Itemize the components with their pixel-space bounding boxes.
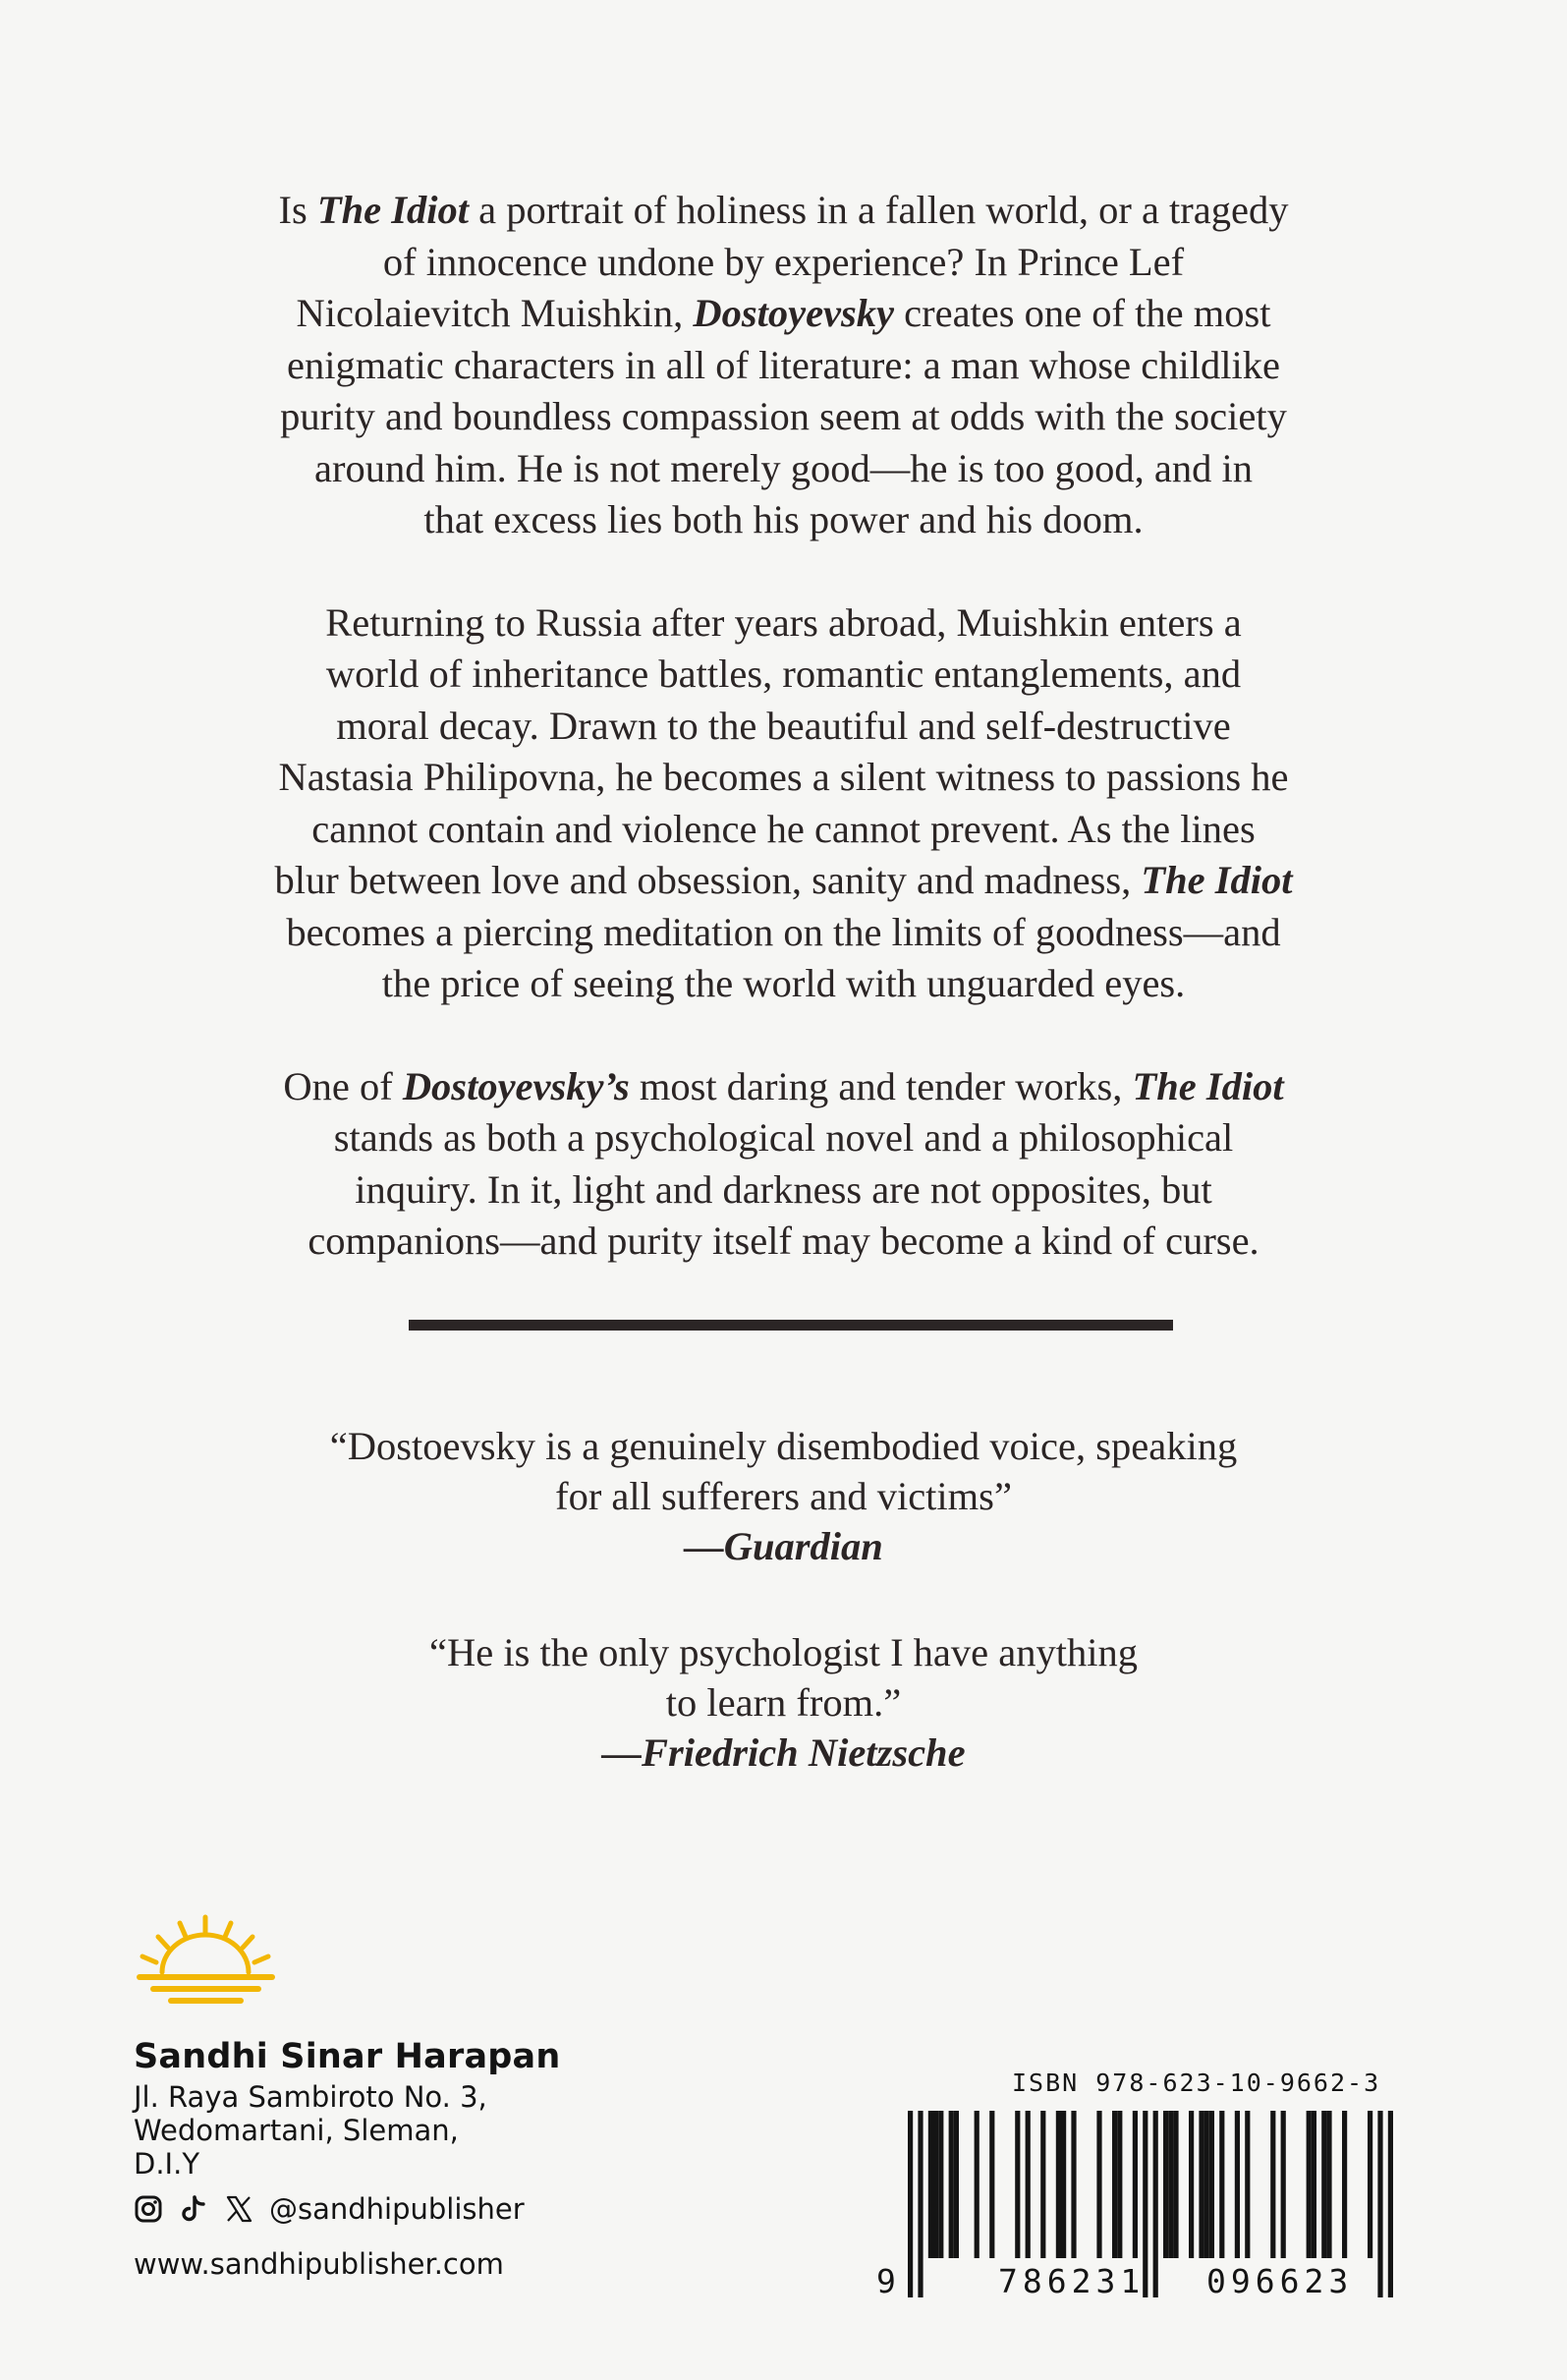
barcode-bar — [1199, 2111, 1203, 2258]
emphasis-text: Dostoyevsky’s — [402, 1063, 630, 1108]
barcode-bar — [918, 2111, 923, 2297]
barcode-bar — [908, 2111, 913, 2297]
body-text: Nastasia Philipovna, he becomes a silent witness to passions he — [278, 755, 1289, 799]
publisher-block — [134, 1911, 644, 2281]
barcode-bar — [975, 2111, 979, 2258]
barcode-bar — [933, 2111, 938, 2258]
quote-source: —Friedrich Nietzsche — [601, 1730, 966, 1775]
blurb-paragraph-1 — [196, 185, 1371, 546]
barcode-bar — [1056, 2111, 1061, 2258]
x-icon — [224, 2194, 253, 2224]
body-text: stands as both a psychological novel and a philosophical — [333, 1115, 1234, 1160]
body-text: One of — [283, 1063, 403, 1108]
tiktok-icon — [179, 2194, 208, 2224]
address-line: D.I.Y — [134, 2147, 200, 2181]
body-text: a portrait of holiness in a fallen world, or a tragedy — [469, 188, 1289, 232]
barcode-digits-right: 096623 — [1206, 2262, 1354, 2300]
isbn-label: ISBN 978-623-10-9662-3 — [1012, 2068, 1381, 2097]
emphasis-text: The Idiot — [1132, 1063, 1284, 1108]
social-handle: @sandhipublisher — [269, 2192, 525, 2226]
barcode-bar — [938, 2111, 943, 2258]
review-quote-1 — [196, 1421, 1371, 1571]
publisher-website: www.sandhipublisher.com — [134, 2247, 504, 2281]
social-row — [134, 2192, 644, 2226]
barcode-bar — [1163, 2111, 1168, 2258]
quote-line: “Dostoevsky is a genuinely disembodied voice, speaking — [329, 1424, 1238, 1468]
publisher-address — [134, 2080, 644, 2181]
barcode-bar — [928, 2111, 933, 2258]
quote-line: “He is the only psychologist I have anything — [429, 1630, 1138, 1674]
blurb-paragraph-2 — [196, 597, 1371, 1010]
quote-line: for all sufferers and victims” — [555, 1474, 1012, 1518]
barcode-bar — [1071, 2111, 1076, 2258]
barcode-digits-first: 9 — [876, 2262, 901, 2300]
barcode-bar — [1219, 2111, 1224, 2258]
address-line: Wedomartani, Sleman, — [134, 2114, 459, 2147]
barcode-bar — [1326, 2111, 1331, 2258]
barcode-bar — [989, 2111, 994, 2258]
barcode-bar — [954, 2111, 959, 2258]
barcode-bar — [1026, 2111, 1031, 2258]
barcode-bar — [1342, 2111, 1347, 2258]
quote-line: to learn from.” — [665, 1680, 902, 1725]
body-text: inquiry. In it, light and darkness are not opposites, but — [355, 1166, 1212, 1212]
emphasis-text: The Idiot — [316, 188, 470, 232]
barcode-bar — [1133, 2111, 1138, 2258]
publisher-name: Sandhi Sinar Harapan — [134, 2037, 561, 2076]
body-text: the price of seeing the world with unguarded eyes. — [381, 961, 1186, 1005]
barcode-bar — [1173, 2111, 1178, 2258]
blurb — [196, 185, 1371, 1319]
barcode-bar — [1235, 2111, 1240, 2258]
barcode-bar — [1307, 2111, 1312, 2258]
barcode-bar — [1377, 2111, 1382, 2297]
barcode-bar — [1112, 2111, 1117, 2258]
barcode-bar — [1189, 2111, 1194, 2258]
barcode-bar — [1270, 2111, 1275, 2258]
barcode-bar — [1204, 2111, 1209, 2258]
divider — [409, 1320, 1173, 1331]
body-text: Is — [278, 188, 317, 232]
emphasis-text: Dostoyevsky — [693, 291, 895, 335]
barcode-bar — [1015, 2111, 1020, 2258]
body-text: most daring and tender works, — [629, 1063, 1133, 1108]
body-text: companions—and purity itself may become a kind of curse. — [308, 1218, 1259, 1263]
barcode-bar — [1168, 2111, 1173, 2258]
body-text: of innocence undone by experience? In Prince Lef — [382, 239, 1185, 284]
body-text: purity and boundless compassion seem at odds with the society — [280, 394, 1287, 438]
quote-source: —Guardian — [684, 1524, 883, 1568]
barcode-bar — [1209, 2111, 1214, 2258]
body-text: creates one of the most — [894, 291, 1271, 335]
instagram-icon — [134, 2194, 163, 2224]
address-line: Jl. Raya Sambiroto No. 3, — [134, 2080, 487, 2114]
body-text: Returning to Russia after years abroad, Muishkin enters a — [325, 599, 1242, 645]
review-quote-2 — [196, 1627, 1371, 1778]
barcode-bar — [1061, 2111, 1066, 2258]
barcode-bar — [1245, 2111, 1250, 2258]
barcode-bar — [1321, 2111, 1326, 2258]
barcode-digits-left: 786231 — [998, 2262, 1146, 2300]
body-text: moral decay. Drawn to the beautiful and self-destructive — [336, 703, 1231, 748]
barcode-bar — [1368, 2111, 1372, 2258]
barcode-bar — [1117, 2111, 1122, 2258]
body-text: becomes a piercing meditation on the limits of goodness—and — [286, 909, 1281, 954]
barcode-bar — [1281, 2111, 1286, 2258]
body-text: around him. He is not merely good—he is too good, and in — [314, 445, 1253, 490]
body-text: blur between love and obsession, sanity and madness, — [274, 858, 1142, 902]
barcode-bar — [949, 2111, 954, 2258]
blurb-paragraph-3 — [196, 1061, 1371, 1268]
body-text: that excess lies both his power and his doom. — [423, 497, 1144, 541]
emphasis-text: The Idiot — [1141, 858, 1293, 902]
barcode-bar — [1312, 2111, 1316, 2258]
barcode-bar — [1388, 2111, 1393, 2297]
body-text: enigmatic characters in all of literature: a man whose childlike — [287, 342, 1280, 387]
barcode-bar — [1040, 2111, 1045, 2258]
body-text: cannot contain and violence he cannot prevent. As the lines — [311, 806, 1256, 851]
sunrise-logo-icon — [135, 1911, 277, 2010]
body-text: Nicolaievitch Muishkin, — [296, 291, 694, 335]
barcode-bar — [1153, 2111, 1158, 2297]
body-text: world of inheritance battles, romantic entanglements, and — [325, 652, 1242, 696]
barcode-bar — [1096, 2111, 1101, 2258]
